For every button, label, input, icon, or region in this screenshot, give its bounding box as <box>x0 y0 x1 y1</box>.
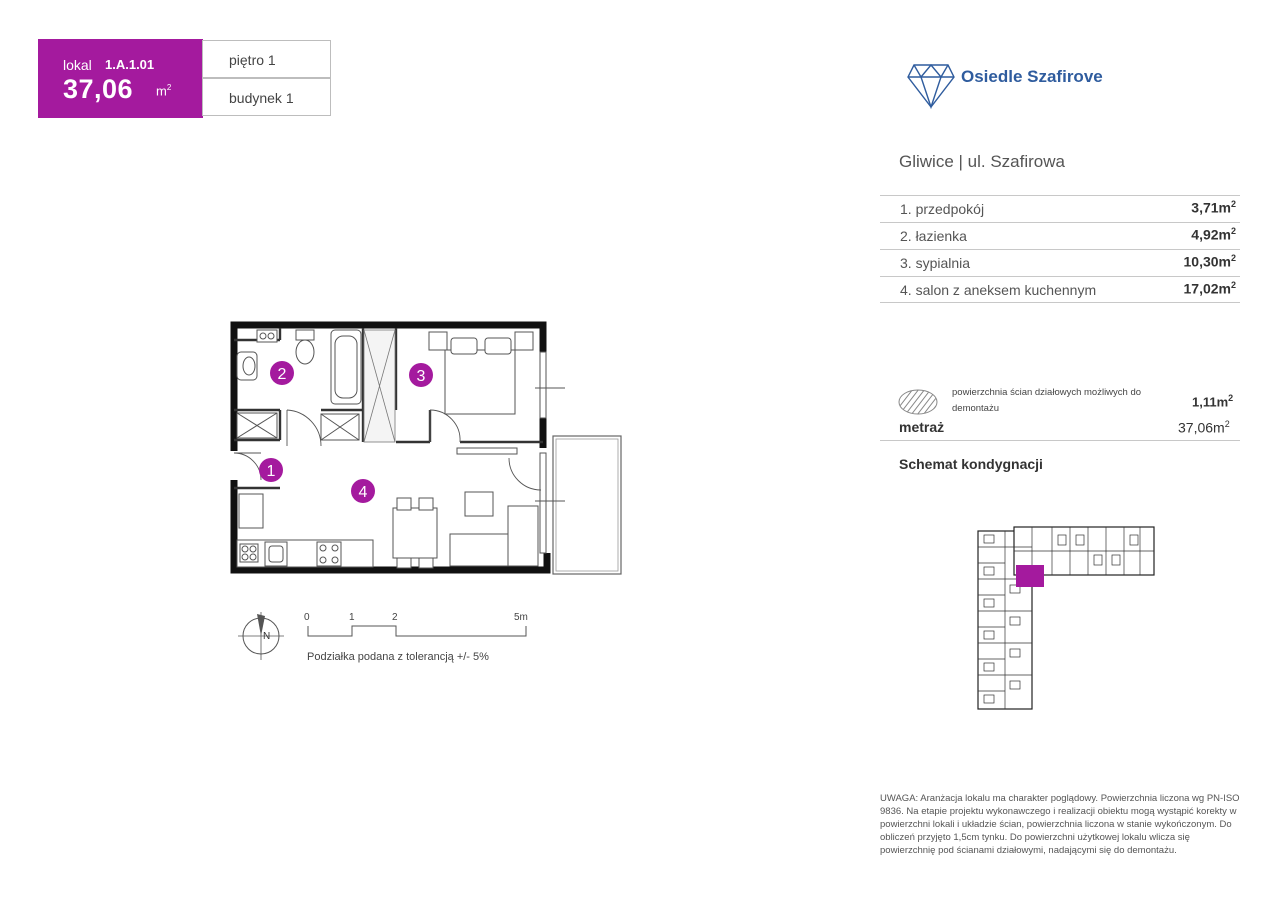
room-marker-1: 1 <box>266 463 276 480</box>
room-marker-4: 4 <box>358 484 368 501</box>
total-label: metraż <box>899 419 945 435</box>
room-name: 3. sypialnia <box>900 255 971 271</box>
room-name: 2. łazienka <box>900 228 967 244</box>
scale-tolerance: Podziałka podana z tolerancją +/- 5% <box>307 651 489 663</box>
room-row <box>880 195 1240 222</box>
scale-tick-1: 1 <box>349 612 355 623</box>
room-area: $10,30m^2$ <box>1183 253 1236 270</box>
location-text: Gliwice | ul. Szafirowa <box>899 152 1065 171</box>
partition-area: $1,11m^2$ <box>1192 393 1234 410</box>
total-area: $37,06m^2$ <box>1178 419 1230 436</box>
unit-area: 37,06 <box>63 74 134 104</box>
unit-label: lokal <box>63 57 92 73</box>
unit-area-unit: $m^2$ <box>156 83 172 99</box>
floor-plan <box>225 318 635 580</box>
room-row <box>880 249 1240 276</box>
room-marker-3: 3 <box>416 368 426 385</box>
room-area: $3,71m^2$ <box>1191 199 1236 216</box>
scale-tick-5: 5m <box>514 612 528 623</box>
selected-unit-highlight <box>1016 565 1044 587</box>
room-row <box>880 222 1240 249</box>
living-furniture <box>393 492 538 568</box>
room-name: 1. przedpokój <box>900 201 985 217</box>
disclaimer: UWAGA: Aranżacja lokalu ma charakter poglądowy. Powierzchnia liczona wg PN-ISO 9836. Na etapie projektu wykonawczego i realizacji obiektu mogą wystąpić korekty w powierzchni lokali i układzie ścian, powierzchnia liczona w stanie wykończonym. Do obliczeń przyjęto 1,5cm tynku. Do powierzchni użytkowej lokalu wlicza się powierzchnię pod ścianami działowymi, nadającymi się do demontażu. <box>880 793 1240 856</box>
diamond-logo-icon <box>906 62 956 110</box>
removable-partition <box>364 330 395 442</box>
building-cell: budynek 1 <box>202 78 331 116</box>
unit-summary <box>38 39 203 118</box>
hatch-pattern-icon <box>898 389 938 415</box>
bed <box>429 332 533 414</box>
room-marker-2: 2 <box>277 366 287 383</box>
scale-tick-0: 0 <box>304 612 310 623</box>
partition-note: powierzchnia ścian działowych możliwych do demontażu <box>952 387 1142 414</box>
schema-title: Schemat kondygnacji <box>899 456 1043 472</box>
compass-north-label: N <box>263 631 271 642</box>
balcony <box>553 436 621 574</box>
room-name: 4. salon z aneksem kuchennym <box>900 282 1097 298</box>
floor-cell: piętro 1 <box>202 40 331 78</box>
unit-code: 1.A.1.01 <box>105 57 155 72</box>
table-divider <box>880 302 1240 303</box>
room-area: $17,02m^2$ <box>1183 280 1236 297</box>
scale-tick-2: 2 <box>392 612 398 623</box>
compass-icon <box>236 610 286 662</box>
room-row <box>880 276 1240 303</box>
floor-schema <box>970 525 1156 715</box>
room-area: $4,92m^2$ <box>1191 226 1236 243</box>
brand-name: Osiedle Szafirove <box>961 67 1103 86</box>
scale-bar <box>300 608 540 642</box>
total-divider <box>880 440 1240 441</box>
